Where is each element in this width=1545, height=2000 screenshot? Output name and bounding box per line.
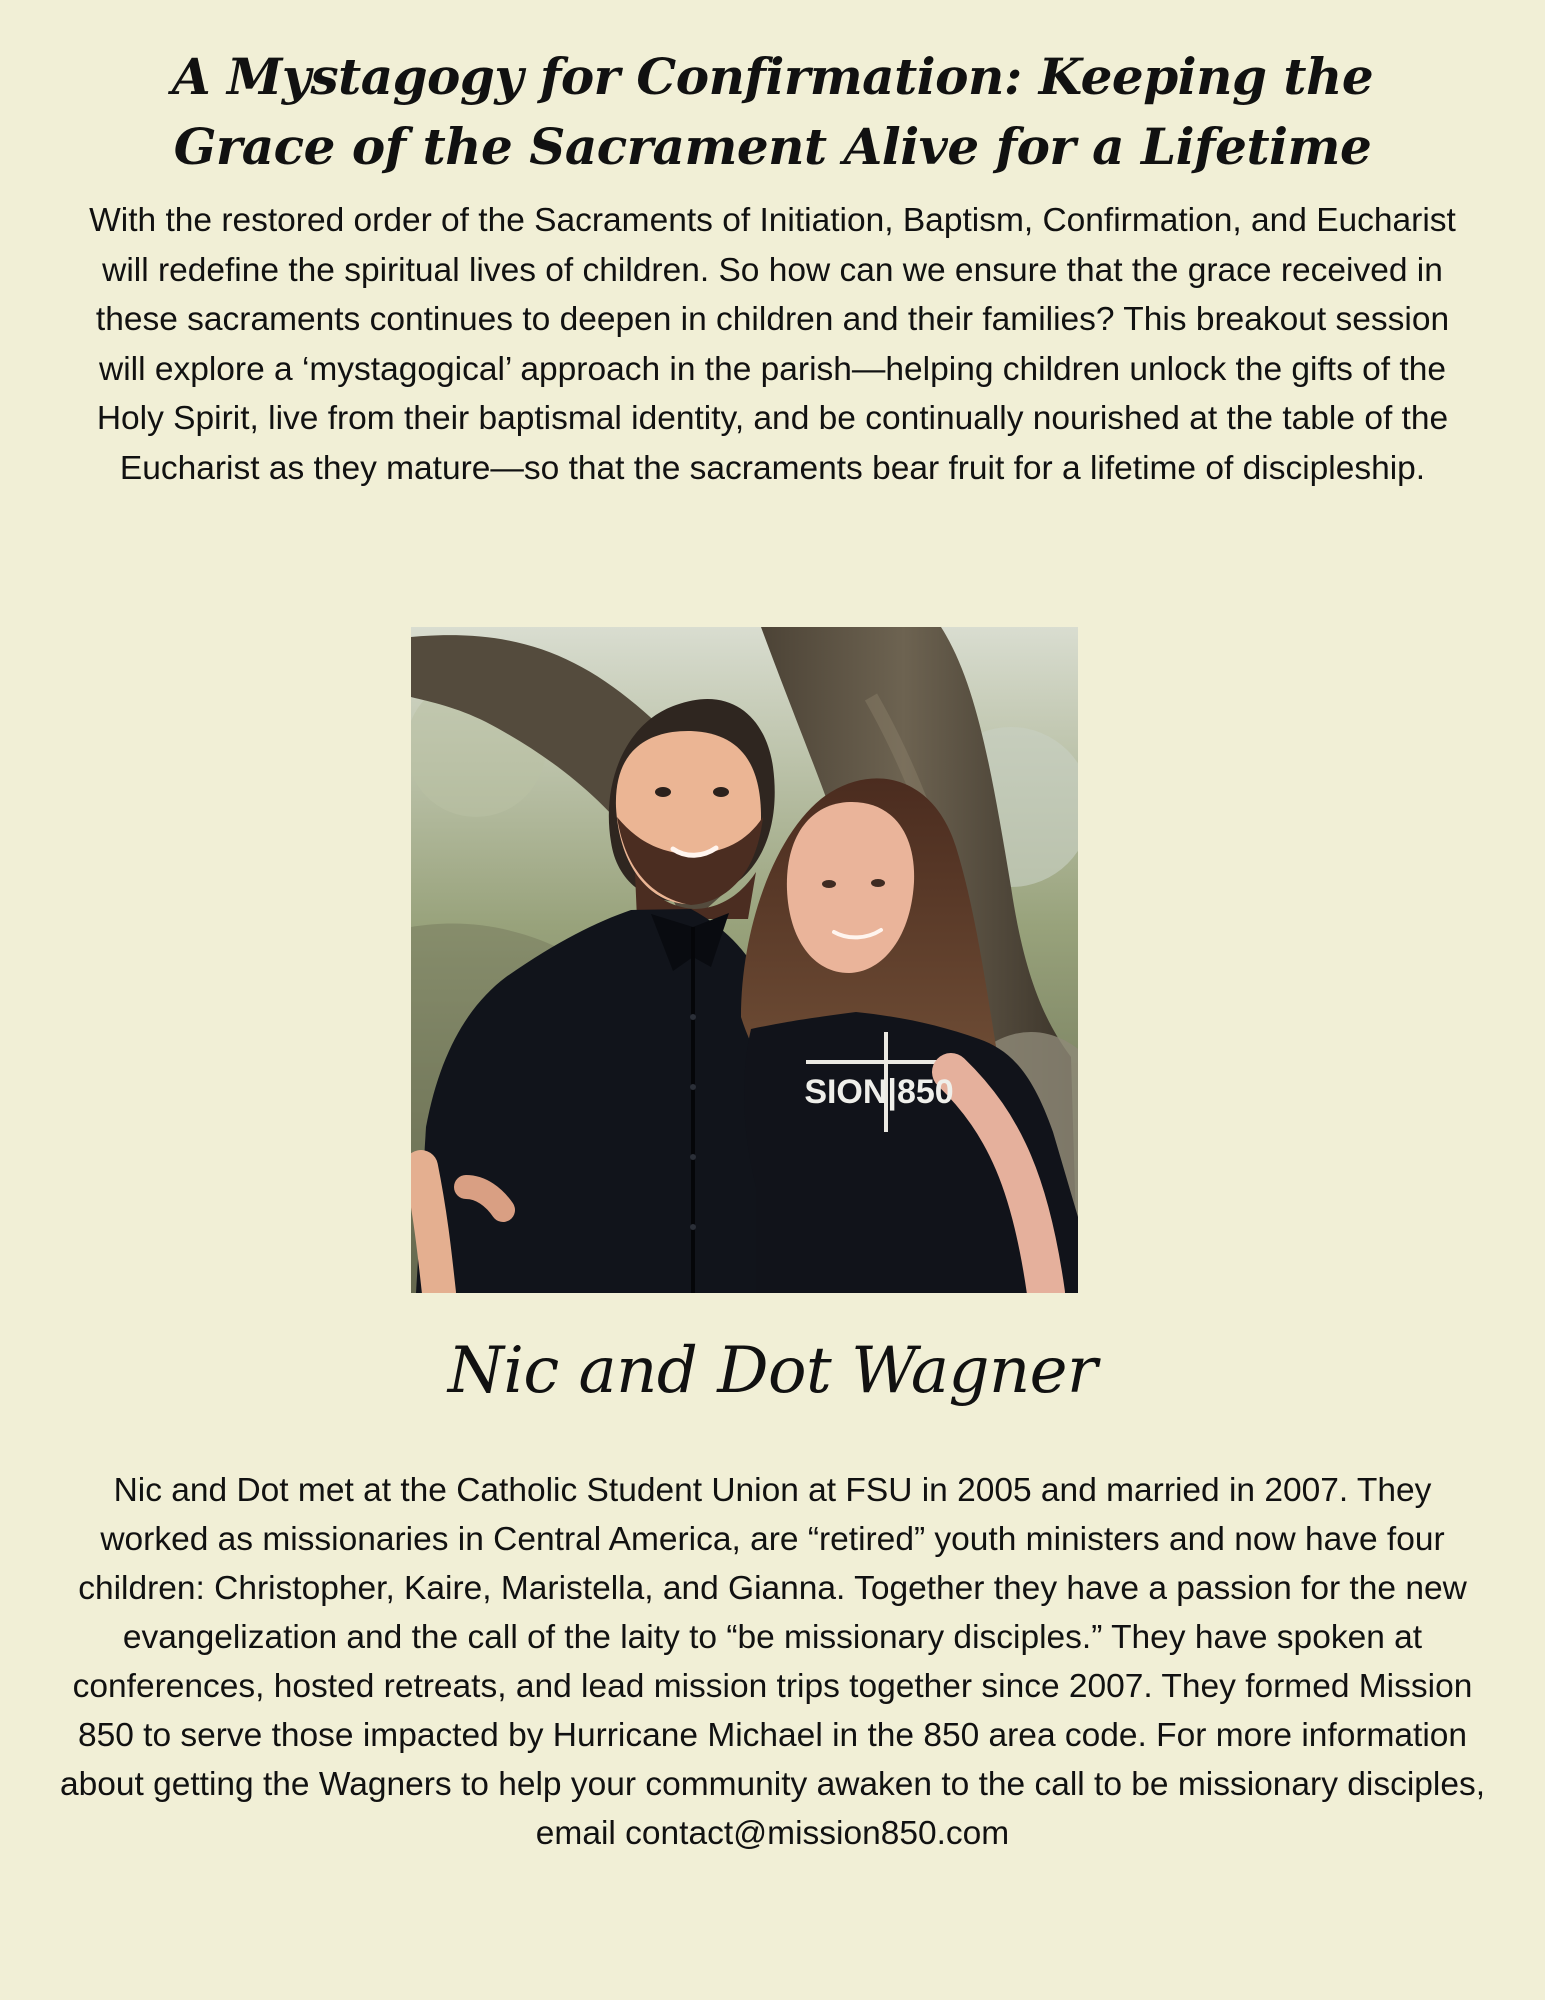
speaker-bio: Nic and Dot met at the Catholic Student Union at FSU in 2005 and married in 2007. They worked as missionaries in Central America, are “retired” youth ministers and now have four children: Christopher, Kaire, Maristella, and Gianna. Together they have a passion for the new evangelization and the call of the laity to “be missionary disciples.” They have spoken at conferences, hosted retreats, and lead mission trips together since 2007. They formed Mission 850 to serve those impacted by Hurricane Michael in the 850 area code. For more information about getting the Wagners to help your community awaken to the call to be missionary disciples, email contact@mission850.com	[59, 1472, 1486, 1852]
session-abstract: With the restored order of the Sacraments of Initiation, Baptism, Confirmation, and Eucharist will redefine the spiritual lives of children. So how can we ensure that the grace received in these sacraments continues to deepen in children and their families? This breakout session will explore a ‘mystagogical’ approach in the parish—helping children unlock the gifts of the Holy Spirit, live from their baptismal identity, and be continually nourished at the table of the Eucharist as they mature—so that the sacraments bear fruit for a lifetime of discipleship.	[89, 202, 1456, 487]
session-title: A Mystagogy for Confirmation: Keeping the Grace of the Sacrament Alive for a Lifetime	[171, 47, 1374, 176]
shirt-print: SION|850	[804, 1073, 954, 1111]
speaker-photo	[411, 627, 1078, 1293]
speaker-photo-illustration	[411, 627, 1078, 1293]
speaker-name: Nic and Dot Wagner	[447, 1334, 1098, 1408]
